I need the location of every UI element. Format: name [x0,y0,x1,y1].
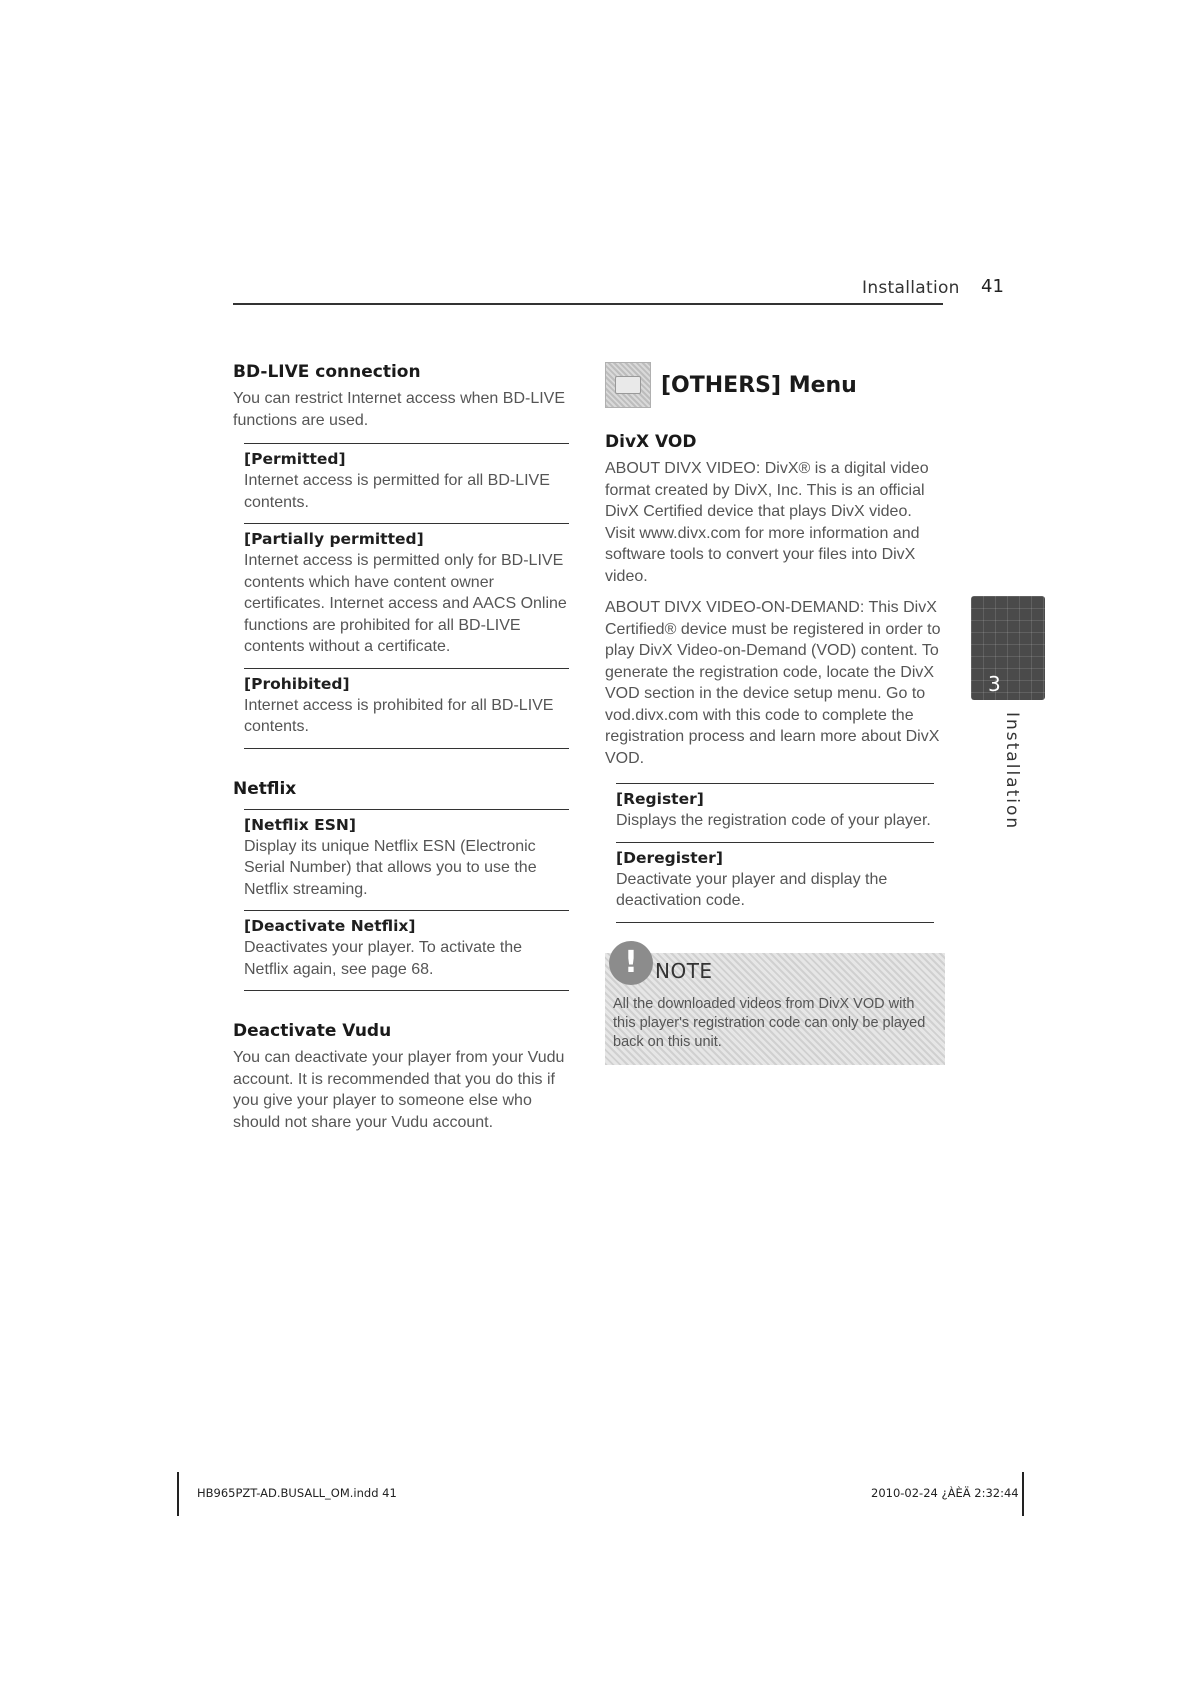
chapter-label: Installation [1002,712,1022,831]
divx-heading: DivX VOD [605,432,697,452]
vudu-body: You can deactivate your player from your Vudu account. It is recommended that you do this if you give your player to someone else who should not share your Vudu account. [233,1049,565,1131]
note-text: All the downloaded videos from DivX VOD with this player's registration code can only be played back on this unit. [613,995,926,1050]
netflix-section [233,779,569,992]
chapter-tab [971,596,1045,700]
exclamation-icon: ! [609,941,653,985]
footer-timestamp: 2010-02-24 ¿ÀÈÄ 2:32:44 [871,1486,1019,1500]
right-column [605,362,945,1065]
option-deactivate-netflix [244,910,569,991]
left-column [233,362,569,1133]
option-title: [Prohibited] [244,674,350,693]
divx-options [616,783,934,923]
divx-para-1: ABOUT DIVX VIDEO: DivX® is a digital video format created by DivX, Inc. This is an official DivX Certified device that plays DivX video. Visit www.divx.com for more information and software tools to convert your files into DivX video. [605,460,929,585]
bdlive-section [233,362,569,749]
vudu-section [233,1021,569,1133]
running-header-section: Installation [862,278,960,298]
others-menu-icon [605,362,651,408]
others-menu-title: [OTHERS] Menu [661,372,857,398]
option-title: [Permitted] [244,450,346,468]
option-prohibited [244,668,569,749]
option-desc: Internet access is prohibited for all BD-LIVE contents. [244,696,554,735]
option-title: [Deactivate Netflix] [244,917,416,935]
option-title: [Partially permitted] [244,530,424,548]
option-title: [Deregister] [616,848,723,867]
netflix-options [244,809,569,992]
option-desc: Deactivates your player. To activate the Netflix again, see page 68. [244,939,523,978]
note-box [605,945,945,1065]
option-deregister [616,842,934,923]
option-desc: Internet access is permitted only for BD-LIVE contents which have content owner certificates. Internet access and AACS Online functions are prohibited for all BD-LIVE contents without a certificate. [244,552,567,655]
option-desc: Displays the registration code of your player. [616,812,931,829]
option-desc: Internet access is permitted for all BD-LIVE contents. [244,472,550,511]
option-register [616,783,934,842]
option-netflix-esn [244,809,569,911]
option-desc: Display its unique Netflix ESN (Electronic Serial Number) that allows you to use the Netflix streaming. [244,837,537,898]
option-title: [Netflix ESN] [244,815,356,834]
divx-section [605,432,945,923]
bdlive-heading: BD-LIVE connection [233,362,421,382]
bdlive-intro: You can restrict Internet access when BD-LIVE functions are used. [233,390,566,429]
netflix-heading: Netflix [233,778,297,799]
page-number: 41 [981,276,1004,297]
footer-filename: HB965PZT-AD.BUSALL_OM.indd 41 [197,1486,397,1500]
option-partially-permitted [244,523,569,668]
slug-bar-left [177,1472,179,1516]
divx-para-2: ABOUT DIVX VIDEO-ON-DEMAND: This DivX Certified® device must be registered in order to play DivX Video-on-Demand (VOD) content. To generate the registration code, locate the DivX VOD section in the device setup menu. Go to vod.divx.com with this code to complete the registration process and learn more about DivX VOD. [605,599,941,767]
option-permitted [244,443,569,523]
slug-bar-right [1022,1472,1024,1516]
note-label: NOTE [655,958,713,983]
header-rule [233,303,943,305]
bdlive-options [244,443,569,749]
option-desc: Deactivate your player and display the deactivation code. [616,870,888,909]
vudu-heading: Deactivate Vudu [233,1021,392,1041]
others-menu-header [605,362,945,408]
option-title: [Register] [616,790,704,808]
chapter-number: 3 [988,672,1001,696]
